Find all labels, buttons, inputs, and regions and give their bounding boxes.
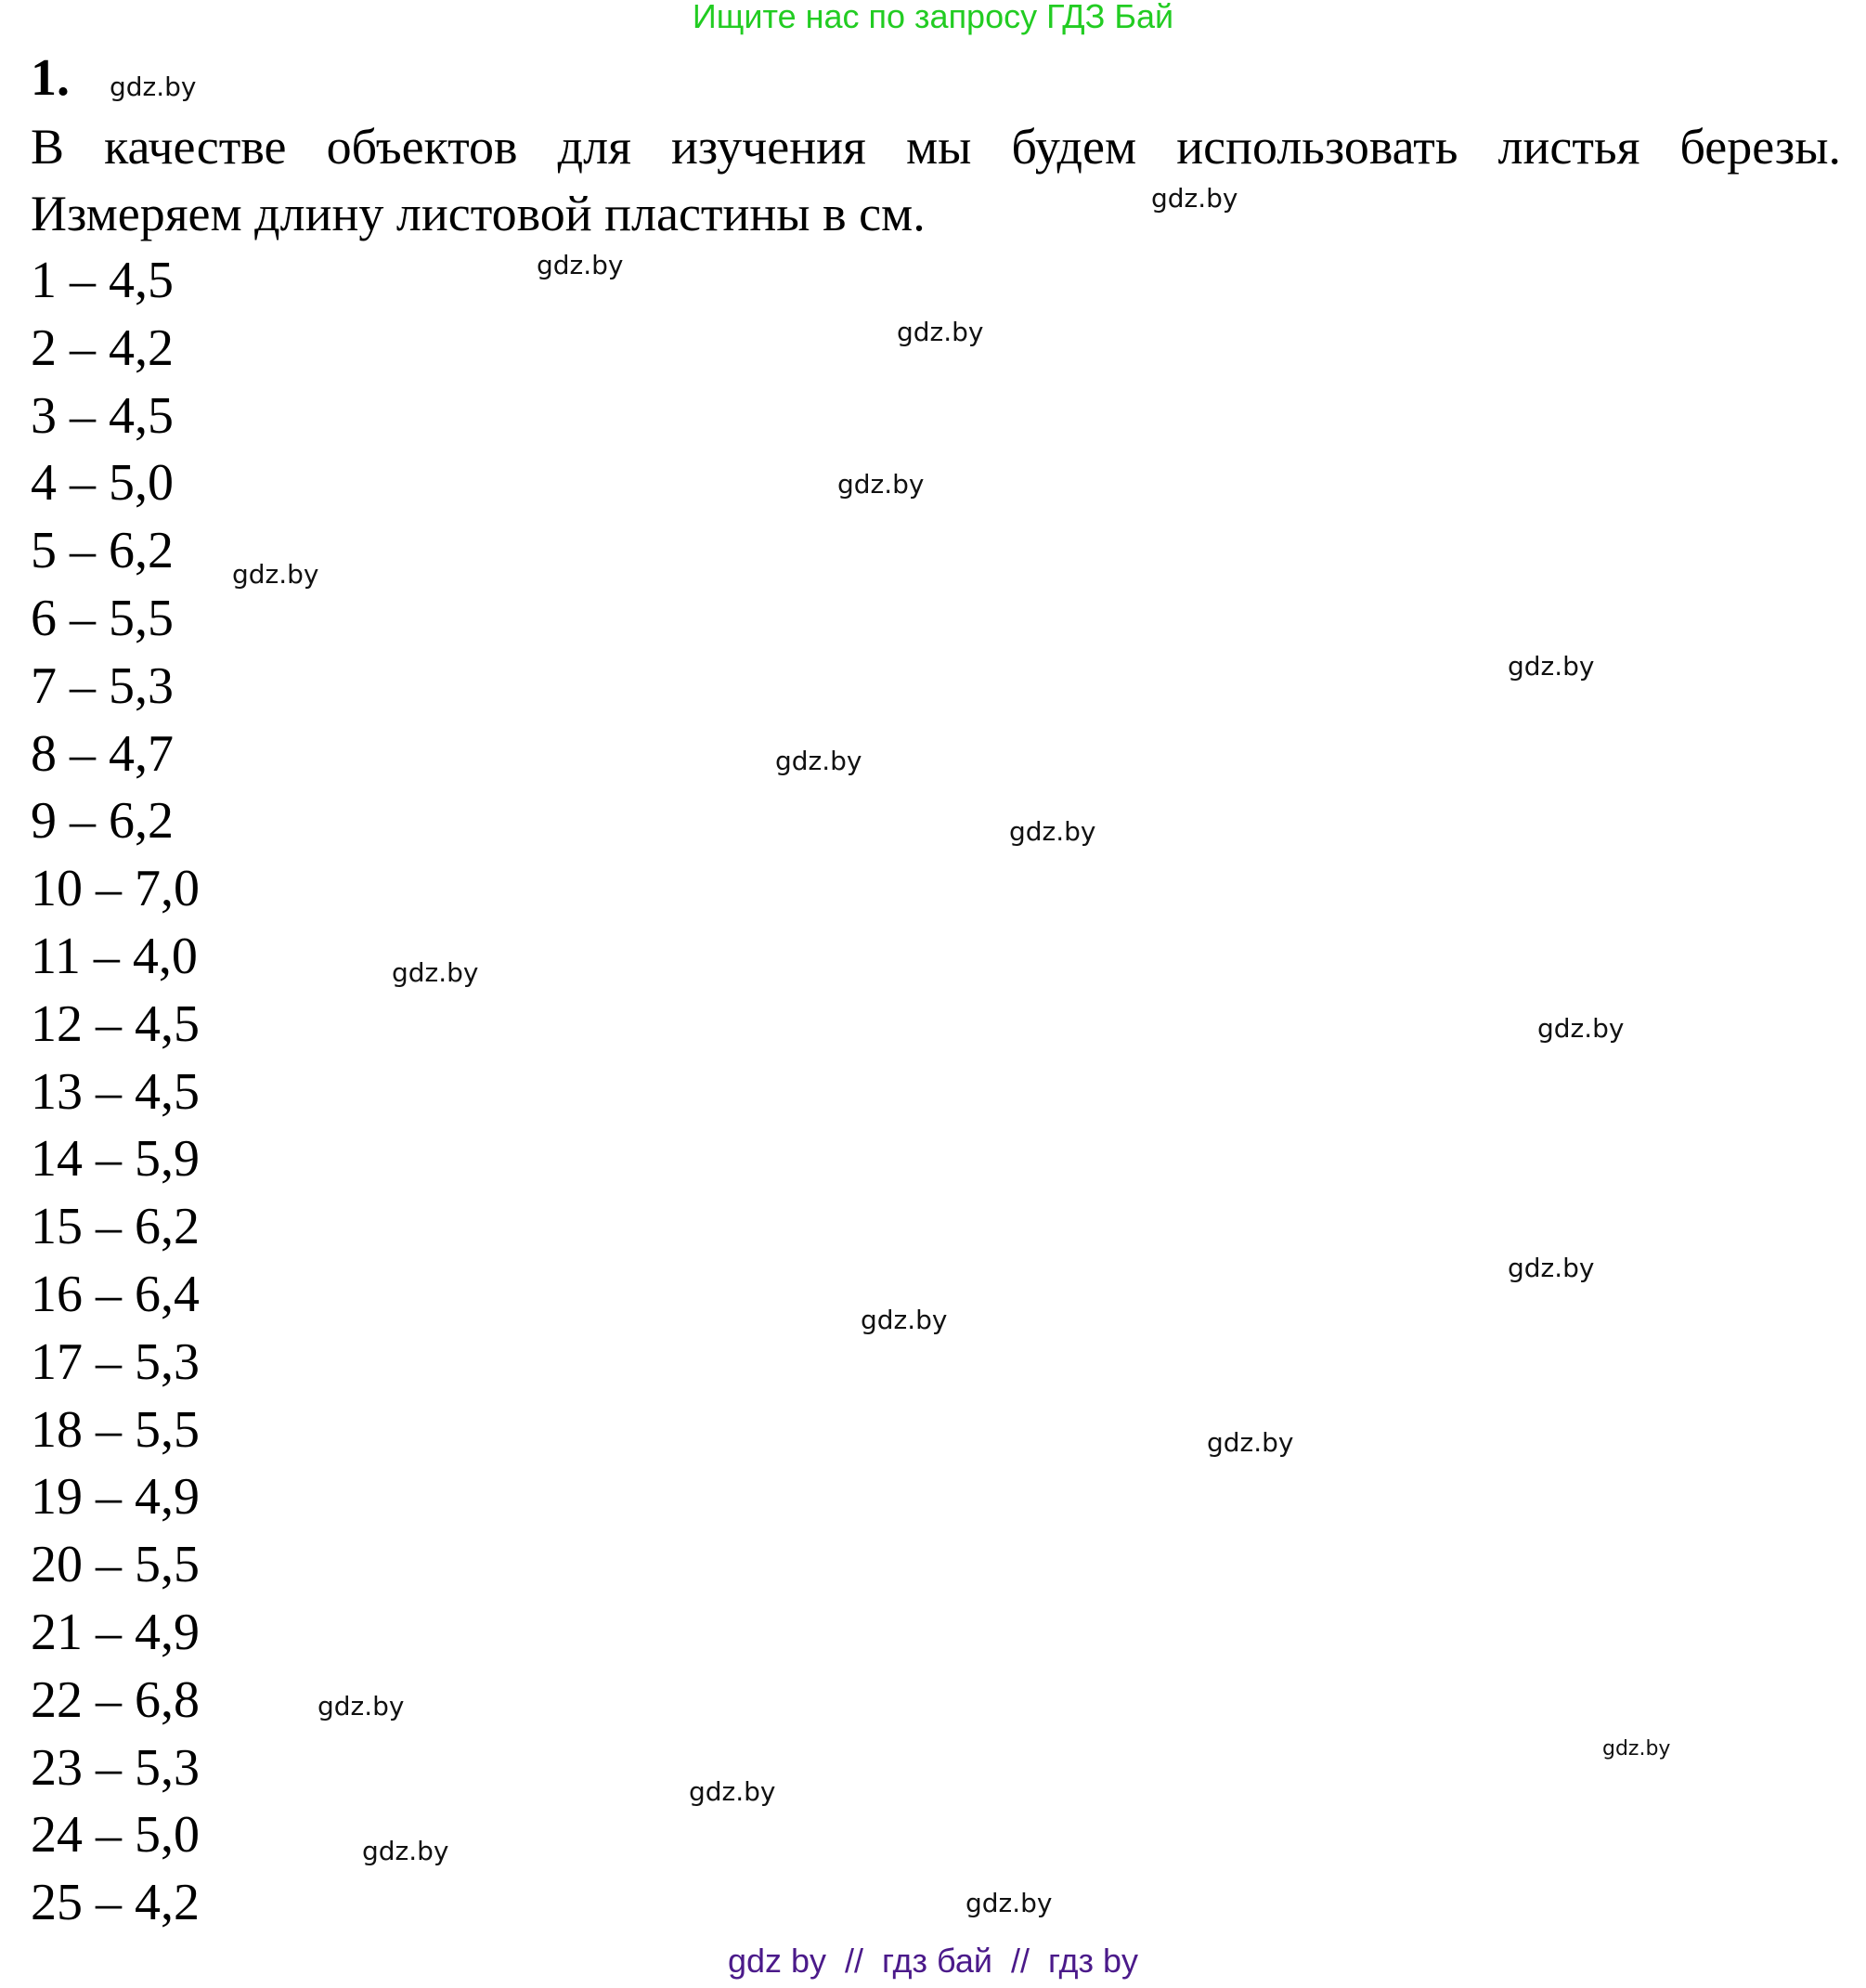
measurement-row xyxy=(31,585,200,653)
watermark-text: gdz.by xyxy=(1537,1013,1625,1044)
task-number: 1. xyxy=(31,49,70,107)
measurement-row xyxy=(31,1801,200,1869)
measurement-value: 4,5 xyxy=(135,994,200,1053)
measurement-value: 4,2 xyxy=(109,318,174,377)
measurement-value: 5,5 xyxy=(135,1536,200,1594)
dash-separator: – xyxy=(96,1738,122,1797)
watermark-text: gdz.by xyxy=(965,1888,1053,1918)
measurement-value: 5,3 xyxy=(109,656,174,715)
measurement-value: 5,5 xyxy=(109,589,174,647)
dash-separator: – xyxy=(70,724,96,783)
watermark-text: gdz.by xyxy=(837,469,925,500)
dash-separator: – xyxy=(70,318,96,377)
measurement-row xyxy=(31,1599,200,1667)
watermark-text: gdz.by xyxy=(1602,1737,1671,1761)
measurement-index: 25 xyxy=(31,1874,83,1932)
measurement-index: 2 xyxy=(31,318,57,377)
measurement-value: 5,3 xyxy=(135,1738,200,1797)
watermark-text: gdz.by xyxy=(392,957,479,988)
measurement-value: 5,3 xyxy=(135,1332,200,1391)
dash-separator: – xyxy=(96,1670,122,1729)
measurement-index: 12 xyxy=(31,994,83,1053)
measurement-value: 5,5 xyxy=(135,1400,200,1459)
measurement-index: 15 xyxy=(31,1198,83,1256)
watermark-text: gdz.by xyxy=(775,746,862,776)
measurement-index: 5 xyxy=(31,522,57,580)
measurement-value: 5,0 xyxy=(135,1806,200,1865)
measurement-index: 22 xyxy=(31,1670,83,1729)
watermark-text: gdz.by xyxy=(897,317,984,347)
measurement-row xyxy=(31,449,200,517)
watermark-text: gdz.by xyxy=(861,1305,948,1335)
measurement-row xyxy=(31,1397,200,1464)
measurement-index: 7 xyxy=(31,656,57,715)
watermark-text: gdz.by xyxy=(1151,183,1238,214)
measurement-index: 14 xyxy=(31,1130,83,1189)
dash-separator: – xyxy=(96,994,122,1053)
measurement-index: 6 xyxy=(31,589,57,647)
measurement-value: 4,9 xyxy=(135,1468,200,1527)
measurement-index: 18 xyxy=(31,1400,83,1459)
measurement-value: 7,0 xyxy=(135,860,200,918)
measurement-index: 17 xyxy=(31,1332,83,1391)
measurement-value: 5,0 xyxy=(109,454,174,513)
measurement-index: 11 xyxy=(31,927,81,985)
measurement-row xyxy=(31,1531,200,1599)
watermark-text: gdz.by xyxy=(362,1836,449,1866)
measurement-row xyxy=(31,923,200,991)
measurement-row xyxy=(31,1329,200,1397)
measurement-row xyxy=(31,721,200,788)
measurement-row xyxy=(31,517,200,585)
measurement-value: 6,4 xyxy=(135,1265,200,1323)
watermark-text: gdz.by xyxy=(232,559,319,590)
measurement-index: 10 xyxy=(31,860,83,918)
measurement-index: 8 xyxy=(31,724,57,783)
measurement-index: 23 xyxy=(31,1738,83,1797)
watermark-text: gdz.by xyxy=(317,1691,405,1722)
dash-separator: – xyxy=(70,656,96,715)
dash-separator: – xyxy=(96,1468,122,1527)
dash-separator: – xyxy=(70,386,96,445)
measurement-row xyxy=(31,315,200,383)
measurement-list xyxy=(31,247,200,1937)
measurement-row xyxy=(31,991,200,1059)
measurement-row xyxy=(31,653,200,721)
footer-links: gdz by // гдз бай // гдз by xyxy=(727,1942,1139,1980)
measurement-value: 5,9 xyxy=(135,1130,200,1189)
watermark-text: gdz.by xyxy=(1207,1427,1294,1458)
dash-separator: – xyxy=(96,1400,122,1459)
measurement-value: 6,2 xyxy=(109,792,174,851)
measurement-index: 3 xyxy=(31,386,57,445)
measurement-row xyxy=(31,855,200,923)
measurement-value: 4,0 xyxy=(132,927,198,985)
task-paragraph xyxy=(31,113,1841,247)
measurement-row xyxy=(31,1869,200,1937)
dash-separator: – xyxy=(70,792,96,851)
measurement-index: 13 xyxy=(31,1062,83,1121)
dash-separator: – xyxy=(96,1806,122,1865)
measurement-value: 4,2 xyxy=(135,1874,200,1932)
dash-separator: – xyxy=(70,522,96,580)
watermark-text: gdz.by xyxy=(537,250,624,280)
dash-separator: – xyxy=(96,1874,122,1932)
paragraph-line-2: Измеряем длину листовой пластины в см. xyxy=(31,186,926,241)
measurement-index: 16 xyxy=(31,1265,83,1323)
measurement-index: 24 xyxy=(31,1806,83,1865)
measurement-row xyxy=(31,787,200,855)
dash-separator: – xyxy=(96,1198,122,1256)
dash-separator: – xyxy=(96,1536,122,1594)
measurement-row xyxy=(31,1125,200,1193)
measurement-value: 6,2 xyxy=(135,1198,200,1256)
dash-separator: – xyxy=(96,1062,122,1121)
watermark-text: gdz.by xyxy=(689,1776,776,1807)
header-banner: Ищите нас по запросу ГДЗ Бай xyxy=(692,0,1174,35)
dash-separator: – xyxy=(96,860,122,918)
dash-separator: – xyxy=(96,1130,122,1189)
watermark-text: gdz.by xyxy=(1508,651,1595,682)
measurement-row xyxy=(31,1261,200,1329)
watermark-text: gdz.by xyxy=(110,71,197,102)
dash-separator: – xyxy=(70,454,96,513)
measurement-row xyxy=(31,1193,200,1261)
dash-separator: – xyxy=(70,589,96,647)
paragraph-line-1: В качестве объектов для изучения мы будем использовать листья березы. xyxy=(31,119,1841,175)
measurement-value: 4,9 xyxy=(135,1603,200,1661)
measurement-row xyxy=(31,1059,200,1126)
measurement-row xyxy=(31,1735,200,1802)
measurement-value: 4,5 xyxy=(109,386,174,445)
measurement-index: 20 xyxy=(31,1536,83,1594)
measurement-index: 19 xyxy=(31,1468,83,1527)
measurement-value: 6,8 xyxy=(135,1670,200,1729)
measurement-row xyxy=(31,383,200,450)
measurement-index: 1 xyxy=(31,252,57,309)
dash-separator: – xyxy=(96,1332,122,1391)
measurement-index: 21 xyxy=(31,1603,83,1661)
measurement-index: 9 xyxy=(31,792,57,851)
measurement-value: 6,2 xyxy=(109,522,174,580)
measurement-row xyxy=(31,1667,200,1735)
measurement-value: 4,5 xyxy=(135,1062,200,1121)
watermark-text: gdz.by xyxy=(1009,816,1096,847)
measurement-row xyxy=(31,1463,200,1531)
measurement-value: 4,5 xyxy=(109,252,174,309)
watermark-text: gdz.by xyxy=(1508,1253,1595,1283)
dash-separator: – xyxy=(70,252,96,309)
measurement-value: 4,7 xyxy=(109,724,174,783)
measurement-index: 4 xyxy=(31,454,57,513)
dash-separator: – xyxy=(96,1603,122,1661)
dash-separator: – xyxy=(96,1265,122,1323)
measurement-row xyxy=(31,247,200,315)
dash-separator: – xyxy=(93,927,120,985)
